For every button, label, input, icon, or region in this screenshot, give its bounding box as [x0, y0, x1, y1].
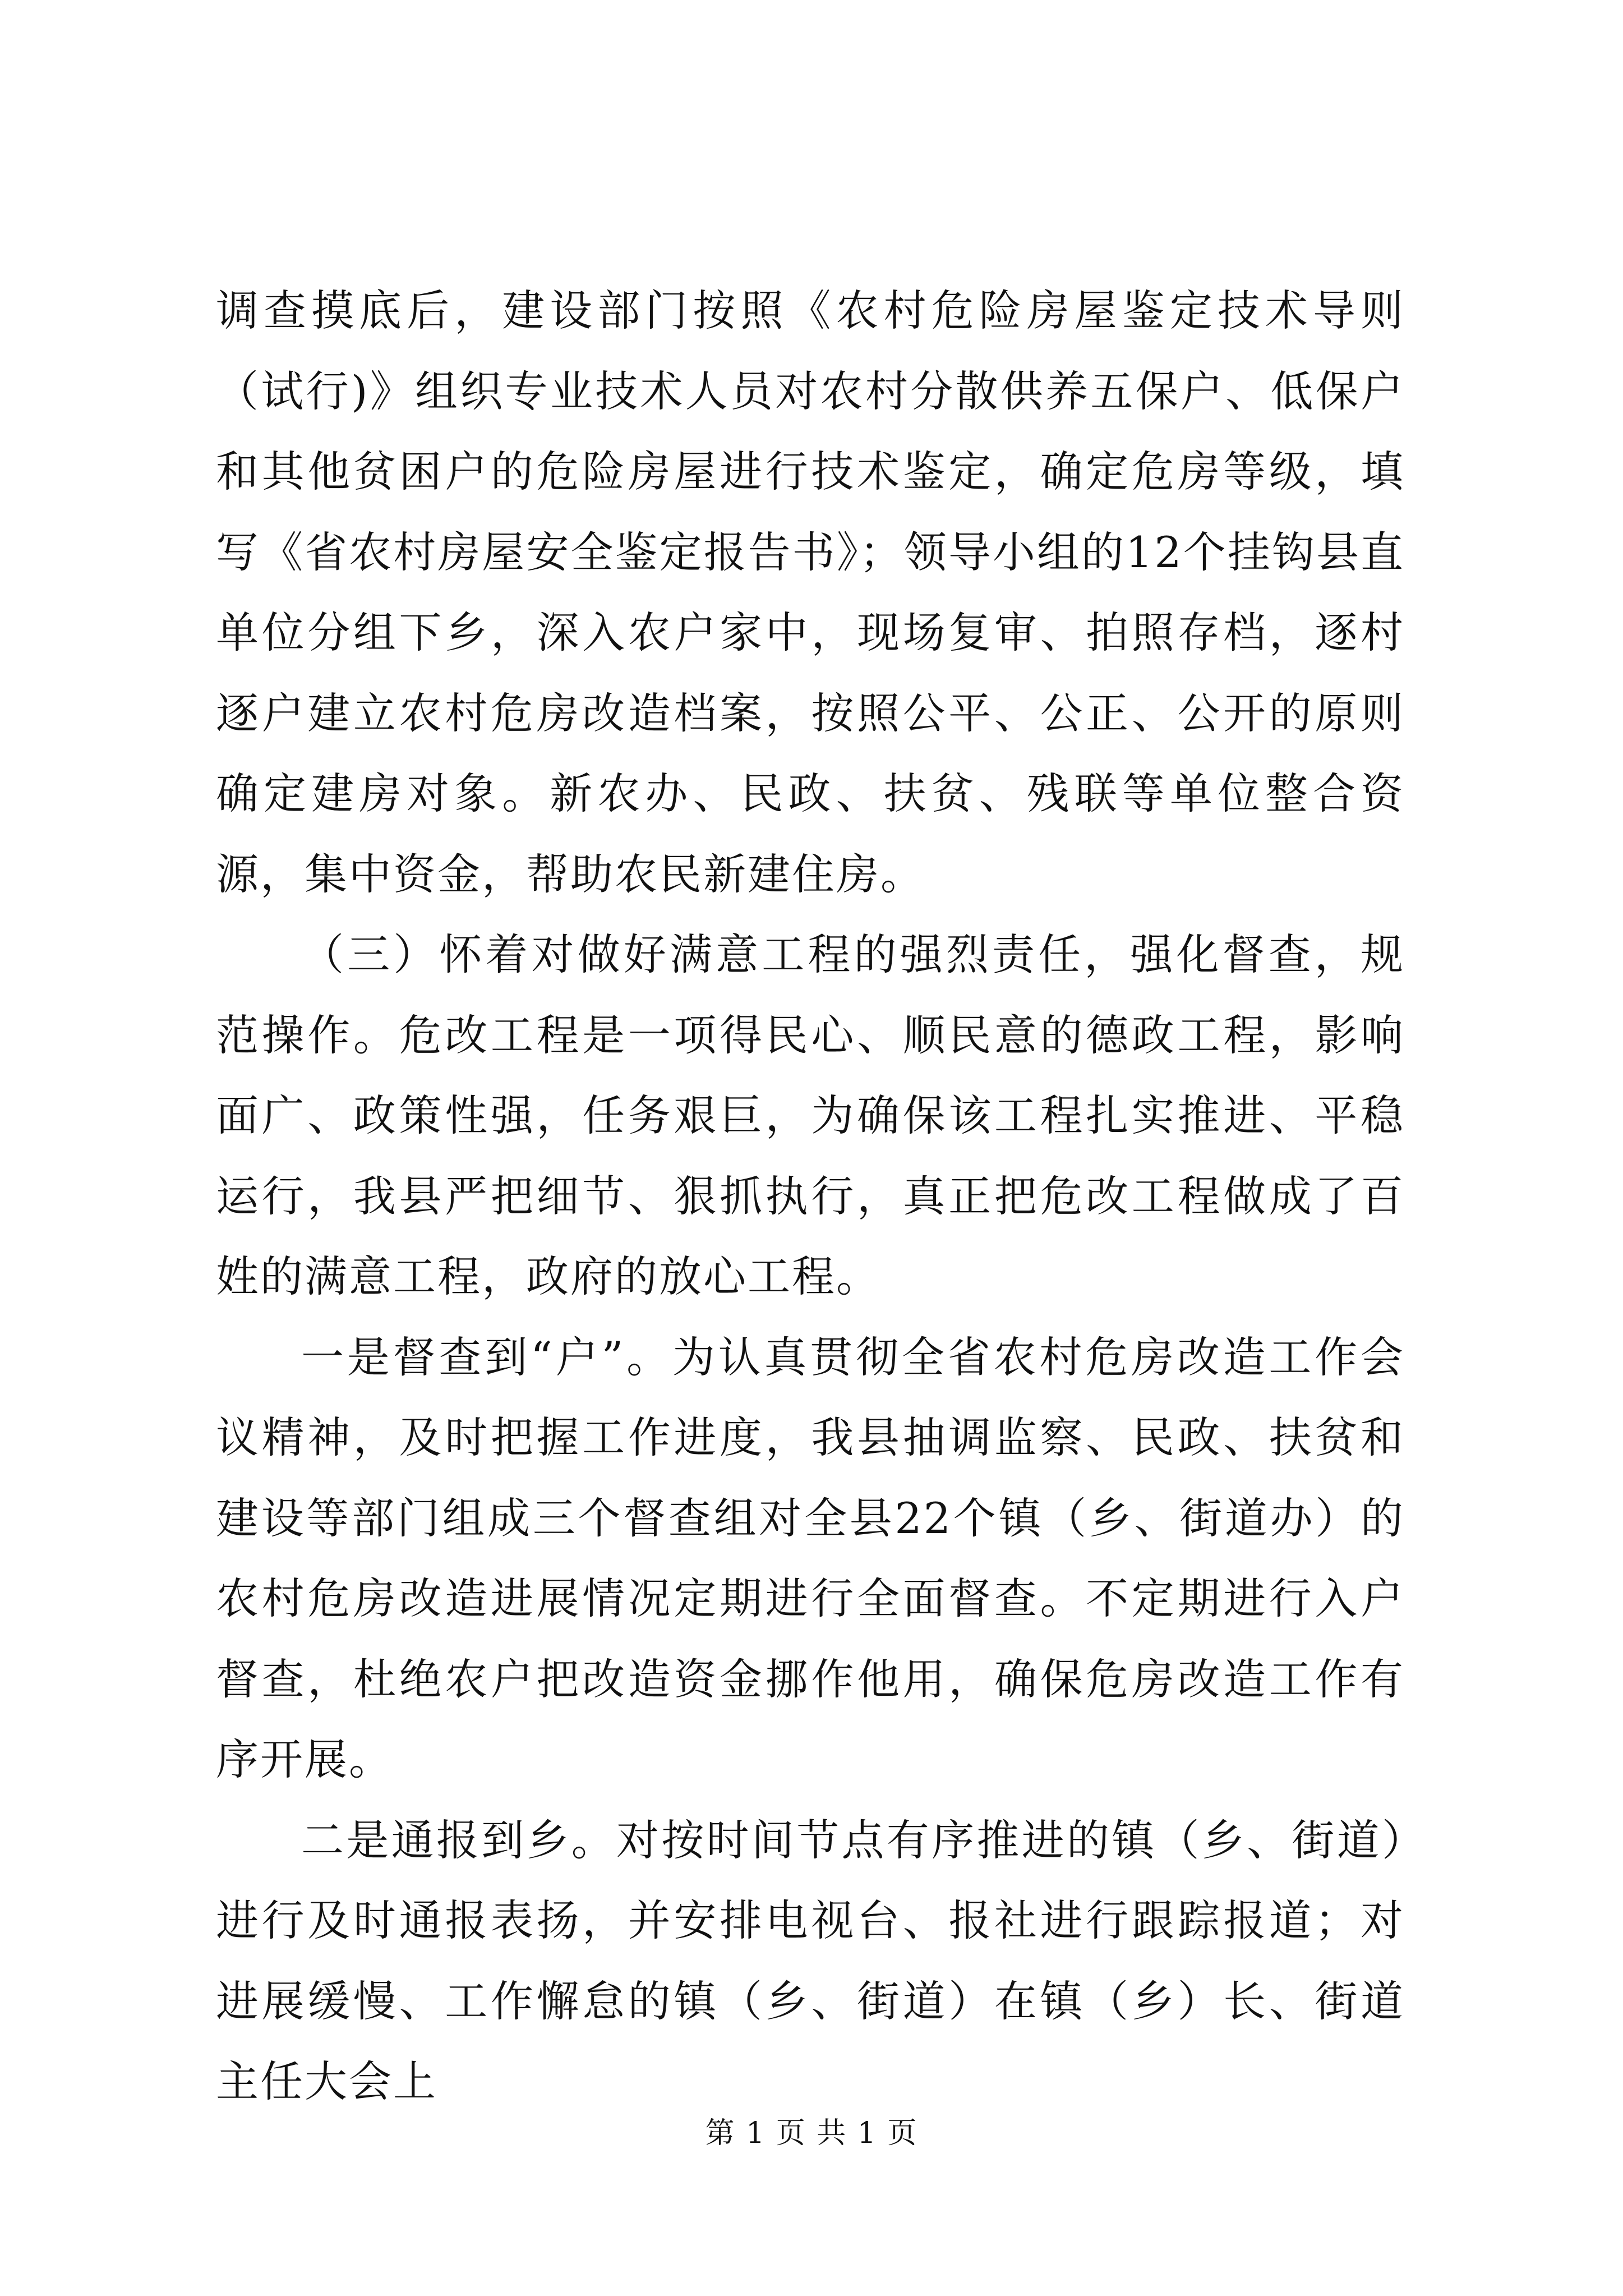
- paragraph-4: 二是通报到乡。对按时间节点有序推进的镇（乡、街道）进行及时通报表扬，并安排电视台、报社进行跟踪报道；对进展缓慢、工作懈怠的镇（乡、街道）在镇（乡）长、街道主任大会上: [216, 1815, 1405, 2106]
- paragraph-1: 调查摸底后，建设部门按照《农村危险房屋鉴定技术导则（试行)》组织专业技术人员对农村分散供养五保户、低保户和其他贫困户的危险房屋进行技术鉴定，确定危房等级，填写《省农村房屋安全鉴定报告书》；领导小组的12个挂钩县直单位分组下乡，深入农户家中，现场复审、拍照存档，逐村逐户建立农村危房改造档案，按照公平、公正、公开的原则确定建房对象。新农办、民政、扶贫、残联等单位整合资源，集中资金，帮助农民新建住房。: [216, 286, 1405, 899]
- paragraph-2: （三）怀着对做好满意工程的强烈责任，强化督查，规范操作。危改工程是一项得民心、顺民意的德政工程，影响面广、政策性强，任务艰巨，为确保该工程扎实推进、平稳运行，我县严把细节、狠抓执行，真正把危改工程做成了百姓的满意工程，政府的放心工程。: [216, 930, 1405, 1301]
- document-body: [216, 270, 1405, 2122]
- paragraph-3: 一是督查到“户”。为认真贯彻全省农村危房改造工作会议精神，及时把握工作进度，我县抽调监察、民政、扶贫和建设等部门组成三个督查组对全县22个镇（乡、街道办）的农村危房改造进展情况定期进行全面督查。不定期进行入户督查，杜绝农户把改造资金挪作他用，确保危房改造工作有序开展。: [216, 1332, 1405, 1784]
- page-number-footer: 第 1 页 共 1 页: [705, 2116, 918, 2150]
